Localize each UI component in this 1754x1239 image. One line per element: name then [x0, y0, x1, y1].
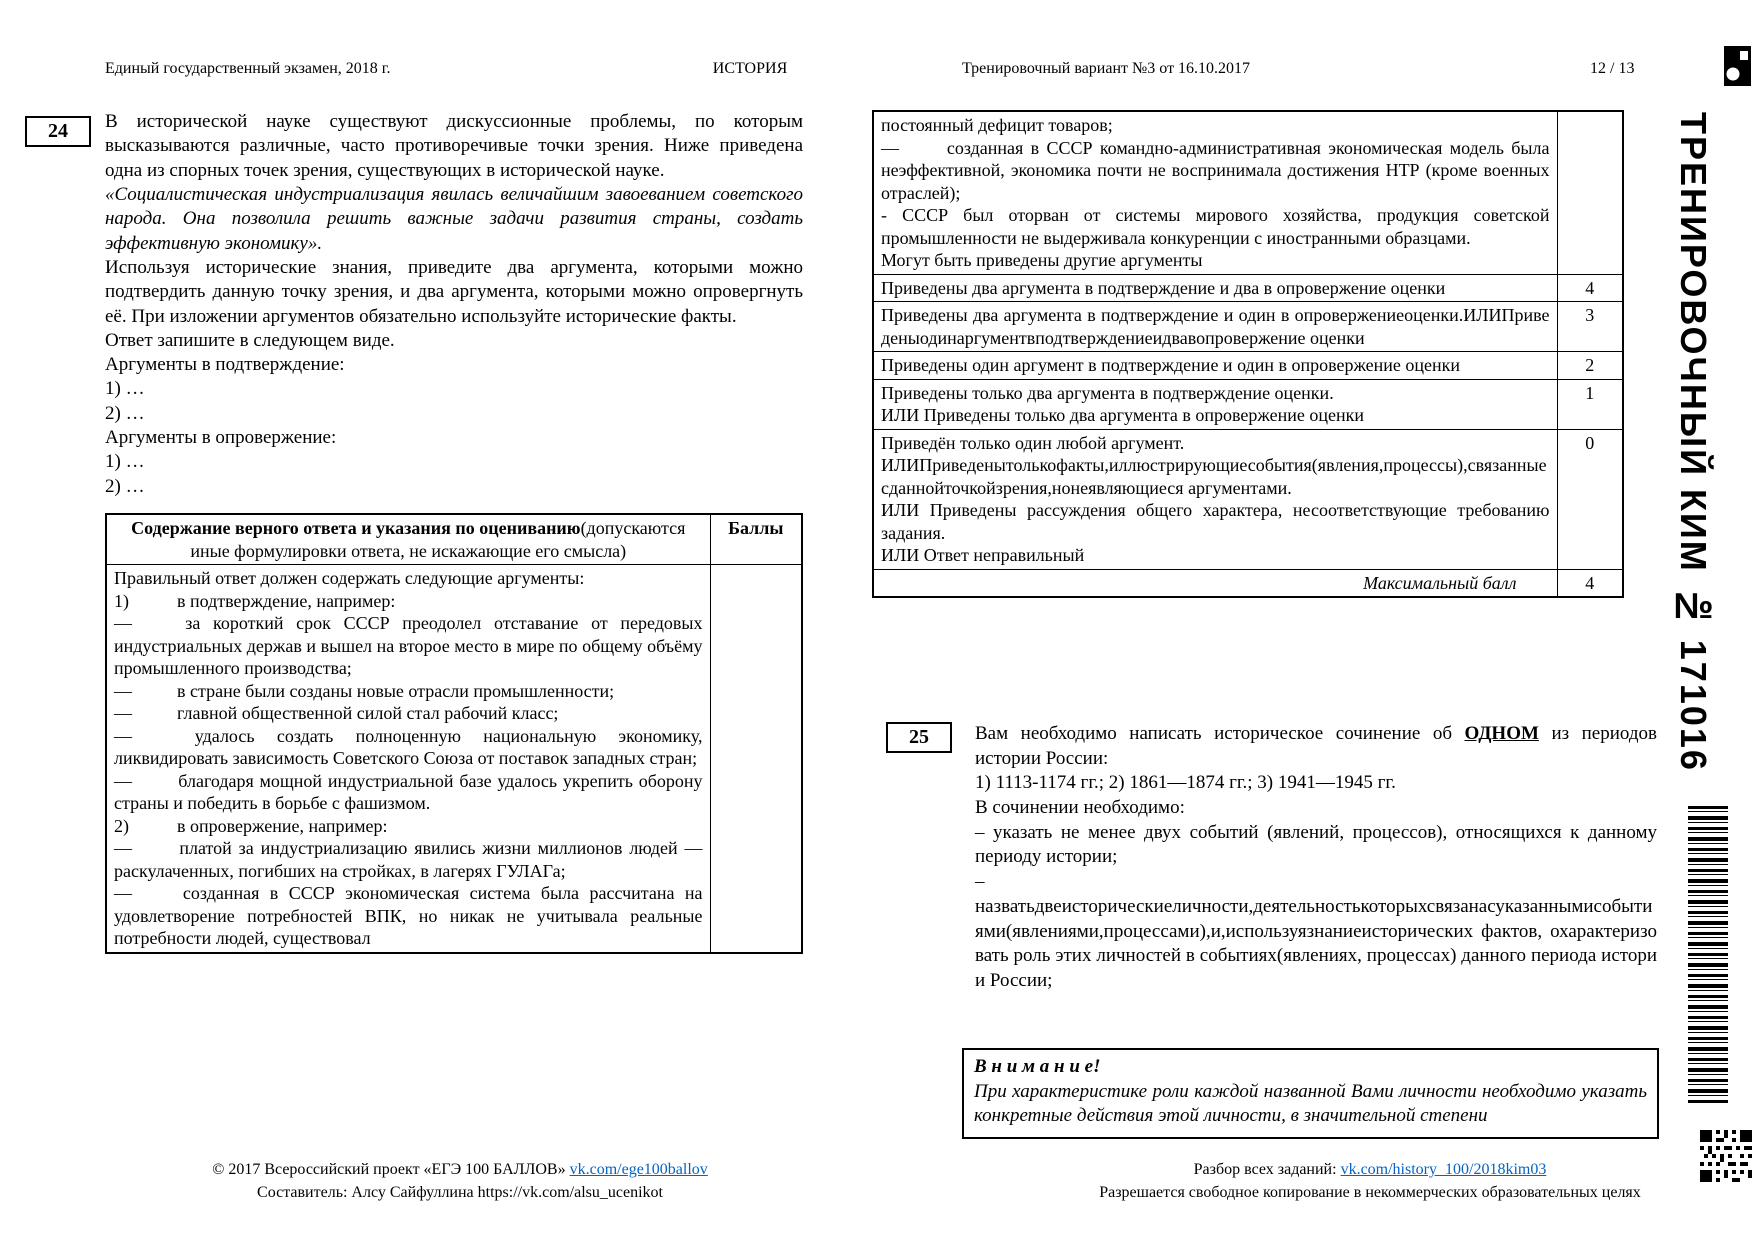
question-25-number: 25: [909, 726, 929, 748]
q24-quote: «Социалистическая индустриализация явилась величайшим завоеванием советского народа. Она позволила решить важные задачи развития страны, создать эффективную экономику».: [105, 183, 803, 254]
answer-line: — платой за индустриализацию явились жизни миллионов людей — раскулаченных, погибших на стройках, в лагерях ГУЛАГа;: [114, 838, 707, 881]
footer-left: [150, 1158, 770, 1204]
q24-task: Используя исторические знания, приведите два аргумента, которыми можно подтвердить данную точку зрения, и два аргумента, которыми можно опровергнуть её. При изложении аргументов обязательно используйте исторические факты.: [105, 256, 803, 327]
criteria-line: ИЛИ Ответ неправильный: [881, 545, 1085, 565]
criteria-score-cell: 2: [1557, 352, 1623, 380]
criteria-line: Приведены один аргумент в подтверждение и один в опровержение оценки: [881, 355, 1461, 375]
answer-line: 1) в подтверждение, например:: [114, 590, 396, 611]
answer-points-cell-right: [1557, 111, 1623, 274]
answer-line: Правильный ответ должен содержать следующие аргументы:: [114, 568, 585, 588]
answer-line: — за короткий срок СССР преодолел отставание от передовых индустриальных держав и вышел на второе место в мире по общему объёму промышленного производства;: [114, 613, 708, 678]
criteria-line: Приведён только один любой аргумент.: [881, 432, 1185, 453]
footer-project-link[interactable]: vk.com/ege100ballov: [569, 1161, 708, 1178]
max-score-row: [873, 569, 1623, 597]
scoring-answer-row-left: [106, 565, 802, 953]
footer-copyright-line: [150, 1158, 770, 1181]
scoring-header-note: (допускаются иные формулировки ответа, не искажающие его смысла): [190, 518, 686, 561]
max-score-label: Максимальный балл: [873, 569, 1557, 597]
footer-author-line: Составитель: Алсу Сайфуллина https://vk.com/alsu_ucenikot: [257, 1184, 663, 1202]
criteria-score-cell: 0: [1557, 429, 1623, 569]
q24-refute-label: Аргументы в опровержение:: [105, 427, 337, 449]
footer-solutions-link[interactable]: vk.com/history_100/2018kim03: [1340, 1161, 1547, 1178]
publisher-logo-icon: [1724, 46, 1751, 91]
criteria-text-cell: [873, 352, 1557, 380]
criteria-row: [873, 352, 1623, 380]
criteria-score-cell: 1: [1557, 379, 1623, 429]
question-25-block: [975, 722, 1657, 994]
kim-vertical-label: ТРЕНИРОВОЧНЫЙ КИМ № 171016: [1673, 112, 1714, 772]
variant-title: Тренировочный вариант №3 от 16.10.2017: [962, 60, 1251, 77]
footer-copyright-text: © 2017 Всероссийский проект «ЕГЭ 100 БАЛЛОВ»: [212, 1161, 570, 1178]
answer-line: 2) в опровержение, например:: [114, 815, 388, 836]
criteria-row: [873, 274, 1623, 302]
q25-intro-emphasis: ОДНОМ: [1464, 723, 1539, 744]
barcode-icon: [1688, 806, 1728, 1104]
criteria-line: Приведены два аргумента в подтверждение и два в опровержение оценки: [881, 277, 1446, 298]
question-25-number-box: [886, 722, 952, 753]
q24-intro: В исторической науке существуют дискуссионные проблемы, по которым высказываются различные, часто противоречивые точки зрения. Ниже приведена одна из спорных точек зрения, существующих в исторической науке.: [105, 111, 803, 181]
scoring-header-bold: Содержание верного ответа и указания по оцениванию: [131, 518, 581, 538]
q25-intro-end: из периодов истории России:: [975, 723, 1657, 769]
footer-solutions-line: [1060, 1158, 1680, 1181]
scoring-table-left: [105, 513, 803, 954]
q24-support-label: Аргументы в подтверждение:: [105, 354, 345, 376]
q25-requirement-1: – указать не менее двух событий (явлений, процессов), относящихся к данному периоду истории;: [975, 821, 1657, 868]
answer-line: — благодаря мощной индустриальной базе удалось укрепить оборону страны и победить в борьбе с фашизмом.: [114, 770, 707, 813]
answer-line: — в стране были созданы новые отрасли промышленности;: [114, 680, 615, 701]
criteria-row: [873, 302, 1623, 352]
criteria-text-cell: [873, 429, 1557, 569]
question-24-block: [105, 110, 803, 954]
criteria-text-cell: [873, 302, 1557, 352]
criteria-row: [873, 379, 1623, 429]
criteria-text-cell: [873, 274, 1557, 302]
answer-line: — созданная в СССР командно-административная экономическая модель была неэффективной, экономика почти не воспринимала достижения НТР (кроме военных отраслей);: [881, 137, 1554, 203]
question-24-number: 24: [48, 120, 68, 142]
q25-periods: 1) 1113-1174 гг.; 2) 1861—1874 гг.; 3) 1941—1945 гг.: [975, 772, 1396, 794]
q25-intro-start: Вам необходимо написать историческое сочинение об: [975, 723, 1465, 744]
criteria-score-cell: 3: [1557, 302, 1623, 352]
q25-intro: [975, 722, 1657, 771]
answer-line: Могут быть приведены другие аргументы: [881, 250, 1203, 270]
q24-refute-item-1: 1) …: [105, 451, 145, 473]
criteria-line: ИЛИ Приведены только два аргумента в опровержение оценки: [881, 405, 1364, 425]
criteria-text-cell: [873, 379, 1557, 429]
attention-title: В н и м а н и е!: [974, 1056, 1101, 1077]
q24-refute-item-2: 2) …: [105, 475, 145, 497]
scoring-table-right-block: [872, 110, 1624, 598]
answer-points-cell-left: [710, 565, 802, 953]
question-24-number-box: [25, 116, 91, 147]
q24-support-item-1: 1) …: [105, 378, 145, 400]
qr-code-icon: [1700, 1130, 1752, 1187]
exam-title: Единый государственный экзамен, 2018 г.: [105, 60, 391, 77]
scoring-header-content-cell: [106, 514, 710, 565]
criteria-line: ИЛИ Приведены рассуждения общего характера, несоответствующие требованию задания.: [881, 500, 1554, 543]
attention-box: [962, 1048, 1659, 1139]
footer-solutions-text: Разбор всех заданий:: [1193, 1161, 1341, 1178]
q24-support-item-2: 2) …: [105, 402, 145, 424]
scoring-answer-row-right: [873, 111, 1623, 274]
scoring-header-row: [106, 514, 802, 565]
answer-line: — удалось создать полноценную национальную экономику, ликвидировать зависимость Советского Союза от поставок западных стран;: [114, 725, 707, 768]
criteria-row: [873, 429, 1623, 569]
page-number: 12 / 13: [1590, 60, 1635, 77]
criteria-line: ИЛИПриведенытолькофакты,иллюстрирующиесобытия(явления,процессы),связанныесданнойточкойзрения,нонеявляющиеся аргументами.: [881, 455, 1547, 498]
attention-body: При характеристике роли каждой названной Вами личности необходимо указать конкретные действия этой личности, в значительной степени: [974, 1080, 1647, 1127]
criteria-score-cell: 4: [1557, 274, 1623, 302]
answer-line: постоянный дефицит товаров;: [881, 115, 1113, 135]
footer-license-line: Разрешается свободное копирование в некоммерческих образовательных целях: [1099, 1184, 1641, 1202]
footer-right: [1060, 1158, 1680, 1204]
answer-cell-right: [873, 111, 1557, 274]
q25-requirement-2-dash: –: [975, 871, 985, 893]
max-score-value: 4: [1557, 569, 1623, 597]
q25-requirement-2: назватьдвеисторическиеличности,деятельностькоторыхсвязанасуказаннымисобытиями(явлениями,процессами),и,используязнаниеисторических фактов, охарактеризовать роль этих личностей в событиях(явлениях, процессах) данного периода истории России;: [975, 895, 1657, 991]
scoring-header-points-cell: Баллы: [710, 514, 802, 565]
criteria-line: Приведены два аргумента в подтверждение и один в опровержениеоценки.ИЛИПриведеныодинаргументвподтверждениеидвавопровержение оценки: [881, 305, 1550, 348]
answer-line: — главной общественной силой стал рабочий класс;: [114, 703, 559, 723]
scoring-table-right: [872, 110, 1624, 598]
q25-requirements-label: В сочинении необходимо:: [975, 797, 1185, 819]
subject-title: ИСТОРИЯ: [712, 60, 788, 77]
criteria-line: Приведены только два аргумента в подтверждение оценки.: [881, 382, 1334, 403]
answer-cell-left: [106, 565, 710, 953]
answer-line: — созданная в СССР экономическая система была рассчитана на удовлетворение потребностей ВПК, но никак не учитывала реальные потребности людей, существовал: [114, 883, 707, 948]
q24-answer-format: Ответ запишите в следующем виде.: [105, 329, 395, 351]
answer-line: - СССР был оторван от системы мирового хозяйства, продукция советской промышленности не выдерживала конкуренции с иностранными образцами.: [881, 205, 1554, 248]
